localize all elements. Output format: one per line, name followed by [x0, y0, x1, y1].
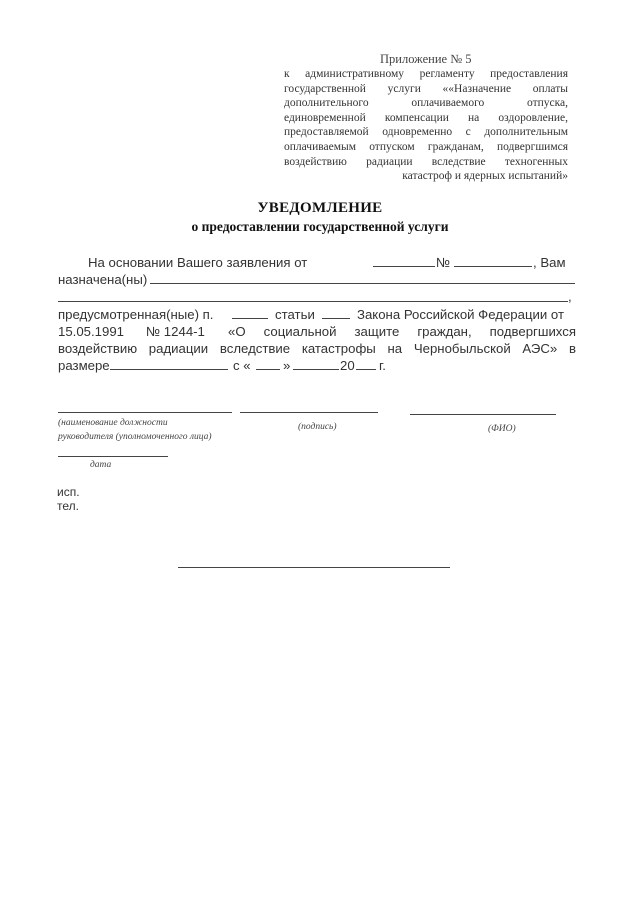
body-line1-number: № [436, 255, 451, 270]
body-line7-end: г. [379, 358, 386, 373]
amount-field[interactable] [110, 358, 228, 370]
article-number-field[interactable] [322, 307, 350, 319]
body-line7-from: с « [233, 358, 251, 373]
body-line2-start: назначена(ны) [58, 272, 148, 287]
annex-line: единовременной компенсации на оздоровление, [284, 111, 568, 124]
annex-line: государственной услуги ««Назначение оплаты [284, 82, 568, 95]
date-caption: дата [90, 460, 112, 470]
body-line7-quote: » [283, 358, 291, 373]
signature-caption: (подпись) [298, 422, 337, 432]
body-line1-start: На основании Вашего заявления от [88, 255, 308, 270]
application-number-field[interactable] [454, 255, 532, 267]
position-caption: (наименование должности [58, 418, 168, 428]
position-line[interactable] [58, 412, 232, 413]
document-title: УВЕДОМЛЕНИЕ [257, 200, 383, 216]
annex-line: оплачиваемым отпуском гражданам, подвергшимся [284, 140, 568, 153]
body-line5-text: «О социальной защите граждан, подвергшихся [228, 324, 576, 339]
body-line7-year: 20 [340, 358, 355, 373]
annex-title: Приложение № 5 [380, 52, 472, 66]
body-line3-end: , [568, 289, 572, 304]
annex-line: катастроф и ядерных испытаний» [402, 170, 568, 183]
body-line7-size: размере [58, 358, 110, 373]
bottom-separator [178, 567, 450, 568]
body-line6: воздействию радиации вследствие катастрофы на Чернобыльской АЭС» в [58, 341, 576, 356]
executor-label: исп. [57, 485, 80, 499]
body-line4-prefix: предусмотренная(ные) п. [58, 307, 214, 322]
signature-line[interactable] [240, 412, 378, 413]
annex-line: предоставляемой одновременно с дополнительным [284, 126, 568, 139]
annex-line: к административному регламенту предоставления [284, 68, 568, 80]
paragraph-number-field[interactable] [232, 307, 268, 319]
annex-line: дополнительного оплачиваемого отпуска, [284, 97, 568, 110]
start-year-field[interactable] [356, 358, 376, 370]
start-day-field[interactable] [256, 358, 280, 370]
assigned-service-field-continued[interactable] [58, 290, 568, 302]
annex-reference [284, 67, 568, 184]
body-line4-article: статьи [275, 307, 315, 322]
application-date-field[interactable] [373, 255, 435, 267]
phone-label: тел. [57, 499, 79, 513]
assigned-service-field[interactable] [150, 272, 575, 284]
document-subtitle: о предоставлении государственной услуги [191, 219, 449, 234]
name-caption: (ФИО) [488, 424, 516, 434]
body-line1-end: , Вам [533, 255, 566, 270]
position-caption-continued: руководителя (уполномоченного лица) [58, 432, 212, 442]
body-line4-law: Закона Российской Федерации от [357, 307, 564, 322]
name-line[interactable] [410, 414, 556, 415]
annex-line: воздействию радиации вследствие техногенных [284, 155, 568, 168]
body-line5-date: 15.05.1991 [58, 324, 125, 339]
date-line[interactable] [58, 456, 168, 457]
body-line5-number: № 1244-1 [146, 324, 205, 339]
start-month-field[interactable] [293, 358, 339, 370]
